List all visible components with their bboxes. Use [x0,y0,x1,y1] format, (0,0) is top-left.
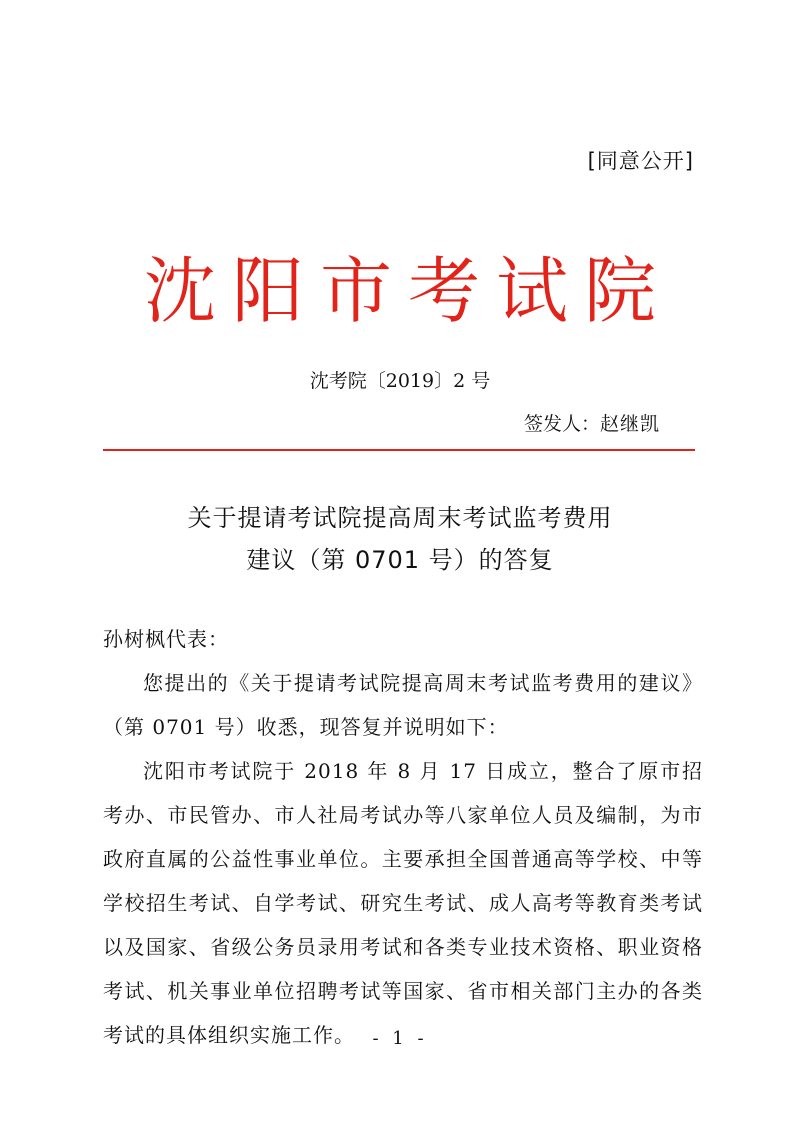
signer-name: 赵继凯 [599,413,660,435]
paragraph: 您提出的《关于提请考试院提高周末考试监考费用的建议》（第 0701 号）收悉，现答复并说明如下： [103,671,703,739]
reply-title-line-2: 建议（第 0701 号）的答复 [246,546,554,574]
document-number: 沈考院〔2019〕2 号 [309,370,491,392]
signer-label: 签发人： [523,413,600,435]
red-divider [103,449,695,451]
page-number: - 1 - [372,1028,428,1049]
signer-line [524,411,660,437]
salutation: 孙树枫代表： [103,627,229,651]
organization-title: 沈阳市考试院 [143,249,672,333]
reply-title [0,497,800,581]
paragraph: 沈阳市考试院于 2018 年 8 月 17 日成立，整合了原市招考办、市民管办、市人社局考试办等八家单位人员及编制，为市政府直属的公益性事业单位。主要承担全国普通高等学校、中等学校招生考试、自学考试、研究生考试、成人高考等教育类考试以及国家、省级公务员录用考试和各类专业技术资格、职业资格考试、机关事业单位招聘考试等国家、省市相关部门主办的各类考试的具体组织实施工作。 [103,759,703,1047]
body-text [103,617,703,1057]
reply-title-line-1: 关于提请考试院提高周末考试监考费用 [187,504,613,532]
disclosure-tag: [同意公开] [587,149,694,173]
